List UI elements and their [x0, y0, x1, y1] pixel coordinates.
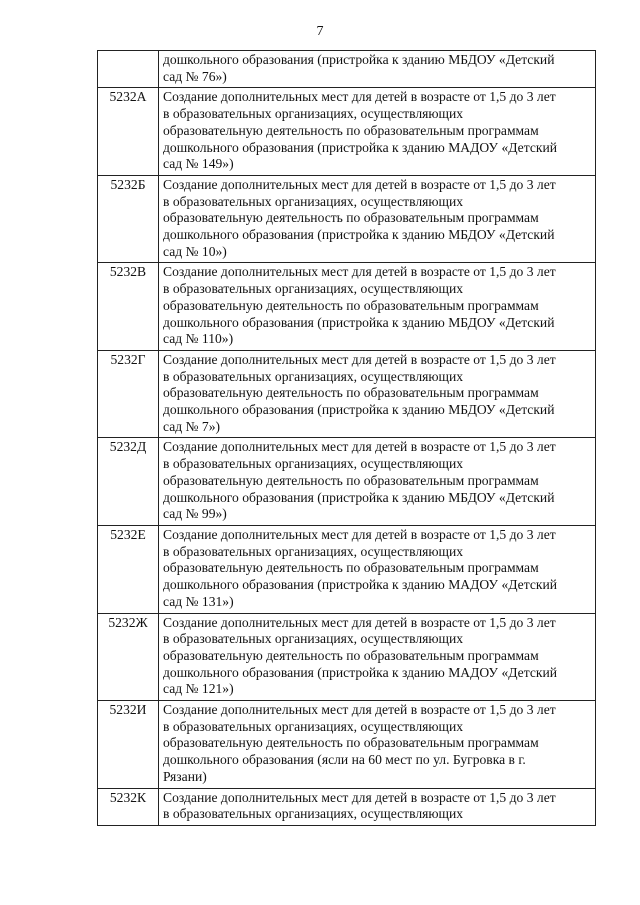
- description-line: сад № 121»): [163, 681, 234, 697]
- description-line: образовательную деятельность по образовательным программам: [163, 647, 539, 663]
- row-code: 5232К: [98, 788, 159, 825]
- row-code: [98, 51, 159, 88]
- description-line: дошкольного образования (пристройка к зданию МБДОУ «Детский: [163, 52, 555, 67]
- table-row: [98, 613, 596, 701]
- row-description: [159, 525, 596, 613]
- table-row: [98, 525, 596, 613]
- table-row: [98, 263, 596, 351]
- description-line: Создание дополнительных мест для детей в возрасте от 1,5 до 3 лет: [163, 614, 556, 630]
- row-code: 5232Ж: [98, 613, 159, 701]
- row-description: [159, 175, 596, 263]
- table-row: [98, 51, 596, 88]
- row-description: [159, 613, 596, 701]
- description-line: в образовательных организациях, осуществляющих: [163, 368, 464, 384]
- table-row: [98, 701, 596, 789]
- description-line: сад № 10»): [163, 243, 227, 259]
- description-line: Создание дополнительных мест для детей в возрасте от 1,5 до 3 лет: [163, 702, 556, 718]
- description-line: образовательную деятельность по образовательным программам: [163, 560, 539, 576]
- row-code: 5232Г: [98, 350, 159, 438]
- description-line: в образовательных организациях, осуществляющих: [163, 281, 464, 297]
- description-line: образовательную деятельность по образовательным программам: [163, 297, 539, 313]
- table-body: [98, 51, 596, 826]
- row-description: [159, 438, 596, 526]
- description-line: Создание дополнительных мест для детей в возрасте от 1,5 до 3 лет: [163, 439, 556, 455]
- description-line: Создание дополнительных мест для детей в возрасте от 1,5 до 3 лет: [163, 526, 556, 542]
- description-line: дошкольного образования (пристройка к зданию МАДОУ «Детский: [163, 139, 558, 155]
- description-line: образовательную деятельность по образовательным программам: [163, 210, 539, 226]
- description-line: в образовательных организациях, осуществляющих: [163, 106, 464, 122]
- description-line: сад № 7»): [163, 418, 221, 434]
- description-line: дошкольного образования (пристройка к зданию МАДОУ «Детский: [163, 577, 558, 593]
- description-line: дошкольного образования (пристройка к зданию МБДОУ «Детский: [163, 314, 555, 330]
- description-line: образовательную деятельность по образовательным программам: [163, 735, 539, 751]
- row-description: [159, 701, 596, 789]
- row-description: [159, 788, 596, 825]
- page-number: 7: [316, 24, 324, 39]
- description-line: в образовательных организациях, осуществляющих: [163, 543, 464, 559]
- description-line: дошкольного образования (пристройка к зданию МБДОУ «Детский: [163, 402, 555, 418]
- row-description: [159, 350, 596, 438]
- description-line: сад № 99»): [163, 506, 227, 522]
- description-line: дошкольного образования (пристройка к зданию МАДОУ «Детский: [163, 664, 558, 680]
- row-code: 5232В: [98, 263, 159, 351]
- description-line: сад № 131»): [163, 593, 234, 609]
- description-line: сад № 110»): [163, 331, 234, 347]
- description-line: в образовательных организациях, осуществляющих: [163, 631, 464, 647]
- budget-code-table: [97, 50, 596, 826]
- description-line: сад № 76»): [163, 68, 227, 84]
- row-code: 5232Д: [98, 438, 159, 526]
- description-line: в образовательных организациях, осуществляющих: [163, 456, 464, 472]
- table-row: [98, 350, 596, 438]
- description-line: в образовательных организациях, осуществляющих: [163, 718, 464, 734]
- row-code: 5232Б: [98, 175, 159, 263]
- description-line: Создание дополнительных мест для детей в возрасте от 1,5 до 3 лет: [163, 176, 556, 192]
- description-line: образовательную деятельность по образовательным программам: [163, 472, 539, 488]
- description-line: образовательную деятельность по образовательным программам: [163, 122, 539, 138]
- table-row: [98, 175, 596, 263]
- description-line: Рязани): [163, 768, 207, 784]
- description-line: в образовательных организациях, осуществляющих: [163, 193, 464, 209]
- row-description: [159, 88, 596, 176]
- table-row: [98, 438, 596, 526]
- row-code: 5232И: [98, 701, 159, 789]
- row-code: 5232Е: [98, 525, 159, 613]
- table-row: [98, 88, 596, 176]
- row-code: 5232А: [98, 88, 159, 176]
- description-line: образовательную деятельность по образовательным программам: [163, 385, 539, 401]
- description-line: Создание дополнительных мест для детей в возрасте от 1,5 до 3 лет: [163, 89, 556, 105]
- table-row: [98, 788, 596, 825]
- description-line: сад № 149»): [163, 156, 234, 172]
- description-line: Создание дополнительных мест для детей в возрасте от 1,5 до 3 лет: [163, 264, 556, 280]
- description-line: Создание дополнительных мест для детей в возрасте от 1,5 до 3 лет: [163, 789, 556, 805]
- row-description: [159, 263, 596, 351]
- description-line: в образовательных организациях, осуществляющих: [163, 806, 464, 822]
- row-description: [159, 51, 596, 88]
- description-line: дошкольного образования (пристройка к зданию МБДОУ «Детский: [163, 227, 555, 243]
- description-line: дошкольного образования (ясли на 60 мест по ул. Бугровка в г.: [163, 752, 526, 768]
- description-line: Создание дополнительных мест для детей в возрасте от 1,5 до 3 лет: [163, 351, 556, 367]
- description-line: дошкольного образования (пристройка к зданию МБДОУ «Детский: [163, 489, 555, 505]
